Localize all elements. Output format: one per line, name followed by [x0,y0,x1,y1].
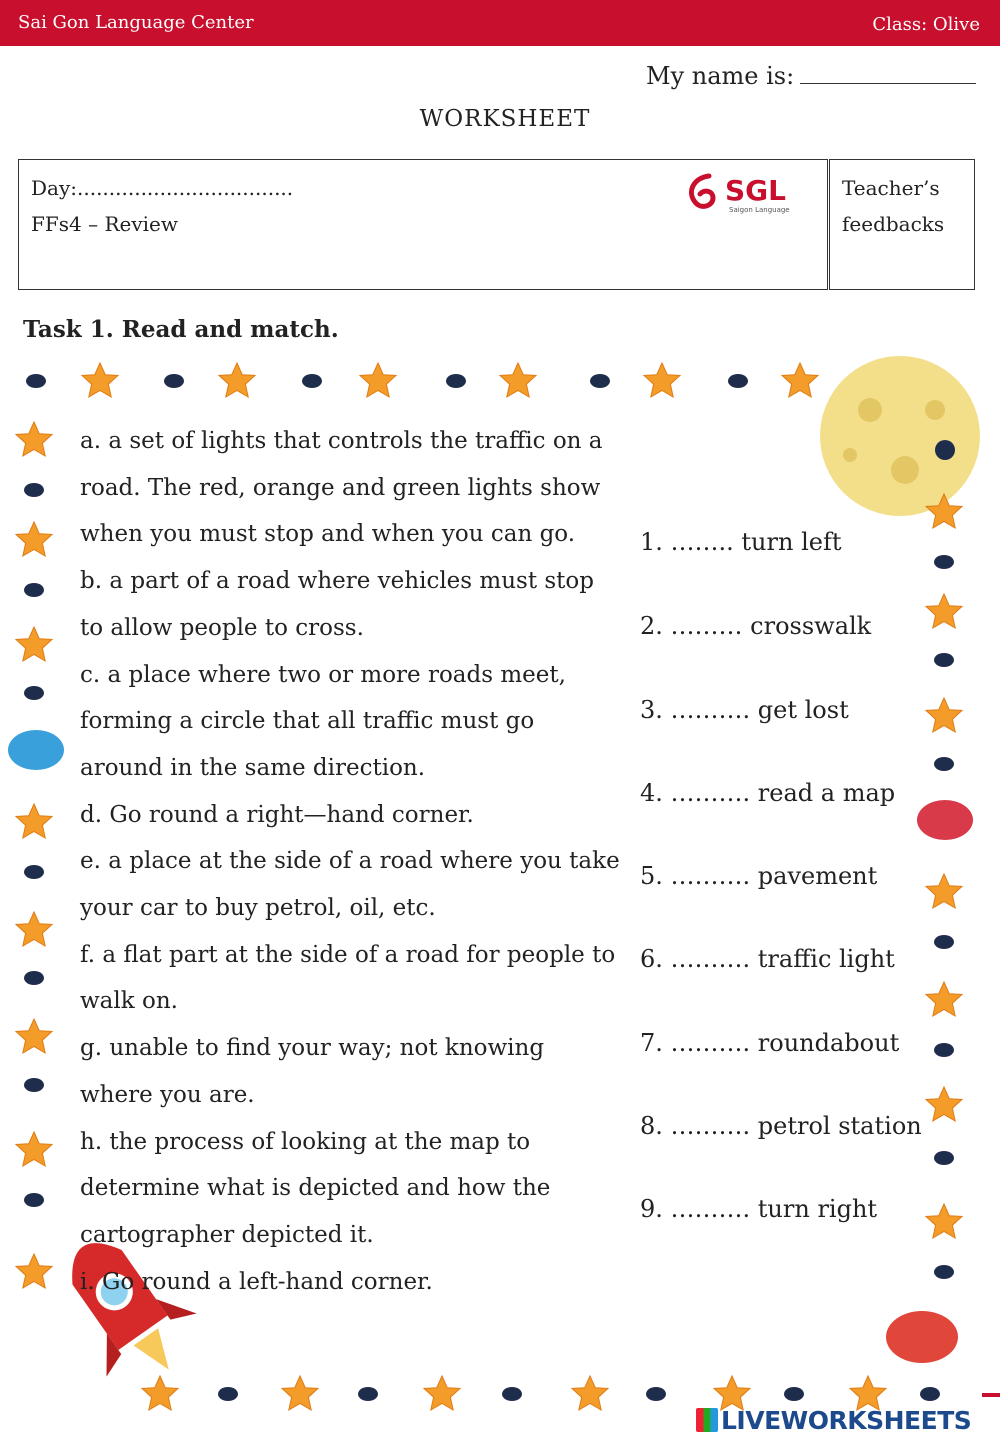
star-icon [572,1376,608,1410]
moon-icon [820,356,980,516]
definitions-list [80,418,620,1305]
definition-e: e. a place at the side of a road where you take your car to buy petrol, oil, etc. [80,848,620,922]
dot-icon [934,935,954,949]
dot-icon [24,1078,44,1092]
star-icon [926,698,962,732]
star-icon [219,363,255,397]
dot-icon [934,1265,954,1279]
star-icon [926,594,962,628]
star-icon [500,363,536,397]
match-item-1[interactable]: 1. …….. turn left [640,528,842,556]
star-icon [926,982,962,1016]
match-item-6[interactable]: 6. ………. traffic light [640,945,895,973]
definition-b: b. a part of a road where vehicles must stop to allow people to cross. [80,568,594,641]
match-item-4[interactable]: 4. ………. read a map [640,779,896,807]
dot-icon [218,1387,238,1401]
dot-icon [646,1387,666,1401]
dot-icon [784,1387,804,1401]
definition-i: i. Go round a left-hand corner. [80,1268,433,1295]
match-item-5[interactable]: 5. ………. pavement [640,862,878,890]
star-icon [16,1254,52,1288]
star-icon [16,912,52,946]
liveworksheets-logo-icon [696,1408,718,1432]
blue-planet-icon [8,730,64,770]
dot-icon [920,1387,940,1401]
star-icon [82,363,118,397]
star-icon [16,1132,52,1166]
dot-icon [934,757,954,771]
dot-icon [164,374,184,388]
star-icon [16,1019,52,1053]
dot-icon [302,374,322,388]
star-icon [16,422,52,456]
match-item-9[interactable]: 9. ………. turn right [640,1195,878,1223]
feedback-label-1: Teacher’s [842,176,940,200]
class-label: Class: Olive [872,14,980,35]
dot-icon [358,1387,378,1401]
star-icon [644,363,680,397]
definition-h: h. the process of looking at the map to determine what is depicted and how the cartographer depicted it. [80,1128,551,1248]
name-label: My name is: [646,62,795,90]
dot-icon [728,374,748,388]
star-icon [850,1376,886,1410]
lesson-name: FFs4 – Review [31,212,179,236]
star-icon [16,804,52,838]
dot-icon [934,1043,954,1057]
dot-icon [934,555,954,569]
definition-c: c. a place where two or more roads meet, forming a circle that all traffic must go around in the same direction. [80,661,566,781]
match-item-3[interactable]: 3. ………. get lost [640,696,849,724]
definition-f: f. a flat part at the side of a road for people to walk on. [80,941,616,1015]
liveworksheets-watermark: LIVEWORKSHEETS [696,1406,971,1435]
dot-icon [24,483,44,497]
dot-icon [934,1151,954,1165]
dot-icon [446,374,466,388]
definition-g: g. unable to find your way; not knowing where you are. [80,1035,545,1108]
star-icon [926,1204,962,1238]
match-item-2[interactable]: 2. ……… crosswalk [640,612,872,640]
dot-icon [26,374,46,388]
match-item-7[interactable]: 7. ………. roundabout [640,1029,900,1057]
match-item-8[interactable]: 8. ………. petrol station [640,1112,922,1140]
task-title: Task 1. Read and match. [23,316,339,343]
definition-d: d. Go round a right—hand corner. [80,801,474,828]
star-icon [926,874,962,908]
star-icon [926,1087,962,1121]
star-icon [282,1376,318,1410]
star-icon [142,1376,178,1410]
center-name: Sai Gon Language Center [18,12,254,33]
feedback-label-2: feedbacks [842,212,945,236]
worksheet-title: WORKSHEET [419,106,591,132]
sgl-logo: SGL Saigon Language [683,172,793,220]
star-icon [424,1376,460,1410]
star-icon [16,522,52,556]
dot-icon [24,971,44,985]
dot-icon [590,374,610,388]
dot-icon [24,583,44,597]
dot-icon [24,686,44,700]
dot-icon [502,1387,522,1401]
red-mark [982,1393,1000,1397]
red-planet-icon-2 [886,1311,958,1363]
dot-icon [24,1193,44,1207]
star-icon [714,1376,750,1410]
star-icon [16,627,52,661]
star-icon [782,363,818,397]
red-planet-icon [917,800,973,840]
definition-a: a. a set of lights that controls the traffic on a road. The red, orange and green lights show when you must stop and when you can go. [80,428,603,548]
star-icon [360,363,396,397]
dot-icon [24,865,44,879]
dot-icon [934,653,954,667]
day-field: Day:.................................. [31,176,294,200]
